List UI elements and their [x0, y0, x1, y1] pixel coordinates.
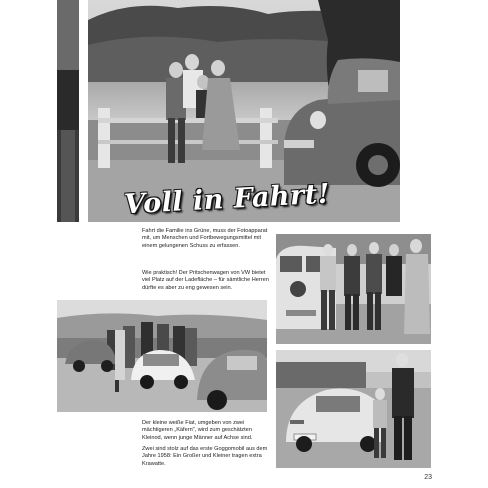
photo-strip-left: [57, 0, 79, 222]
caption-vw-pickup: Wie praktisch! Der Pritschenwagen von VW bietet viel Platz auf der Ladefläche – für sämtliche Herren dürfte es aber zu eng gewesen sein.: [142, 270, 269, 291]
photo-vw-pickup: [276, 234, 431, 344]
caption-fiat-beetles: Der kleine weiße Fiat, umgeben von zwei mächtigeren „Käfern", wird zum geschätzten Kleinod, wenn junge Männer auf Achse sind.: [142, 420, 253, 441]
caption-family-outing: Fahrt die Familie ins Grüne, muss der Fotoapparat mit, um Menschen und Fortbewegungsmittel mit einem gelungenen Schuss zu erfassen.: [142, 228, 268, 249]
headline: Voll in Fahrt!: [123, 178, 331, 221]
caption-goggomobil: Zwei sind stolz auf das erste Goggomobil aus dem Jahre 1958: Ein Großer und Kleiner tragen extra Krawatte.: [142, 446, 268, 467]
photo-goggomobil: [276, 350, 431, 468]
photo-fiat-beetles-image: [57, 300, 267, 412]
photo-vw-pickup-image: [276, 234, 431, 344]
photo-strip-image: [57, 0, 79, 222]
page-number: 23: [424, 474, 432, 481]
photo-fiat-beetles: [57, 300, 267, 412]
photo-goggomobil-image: [276, 350, 431, 468]
